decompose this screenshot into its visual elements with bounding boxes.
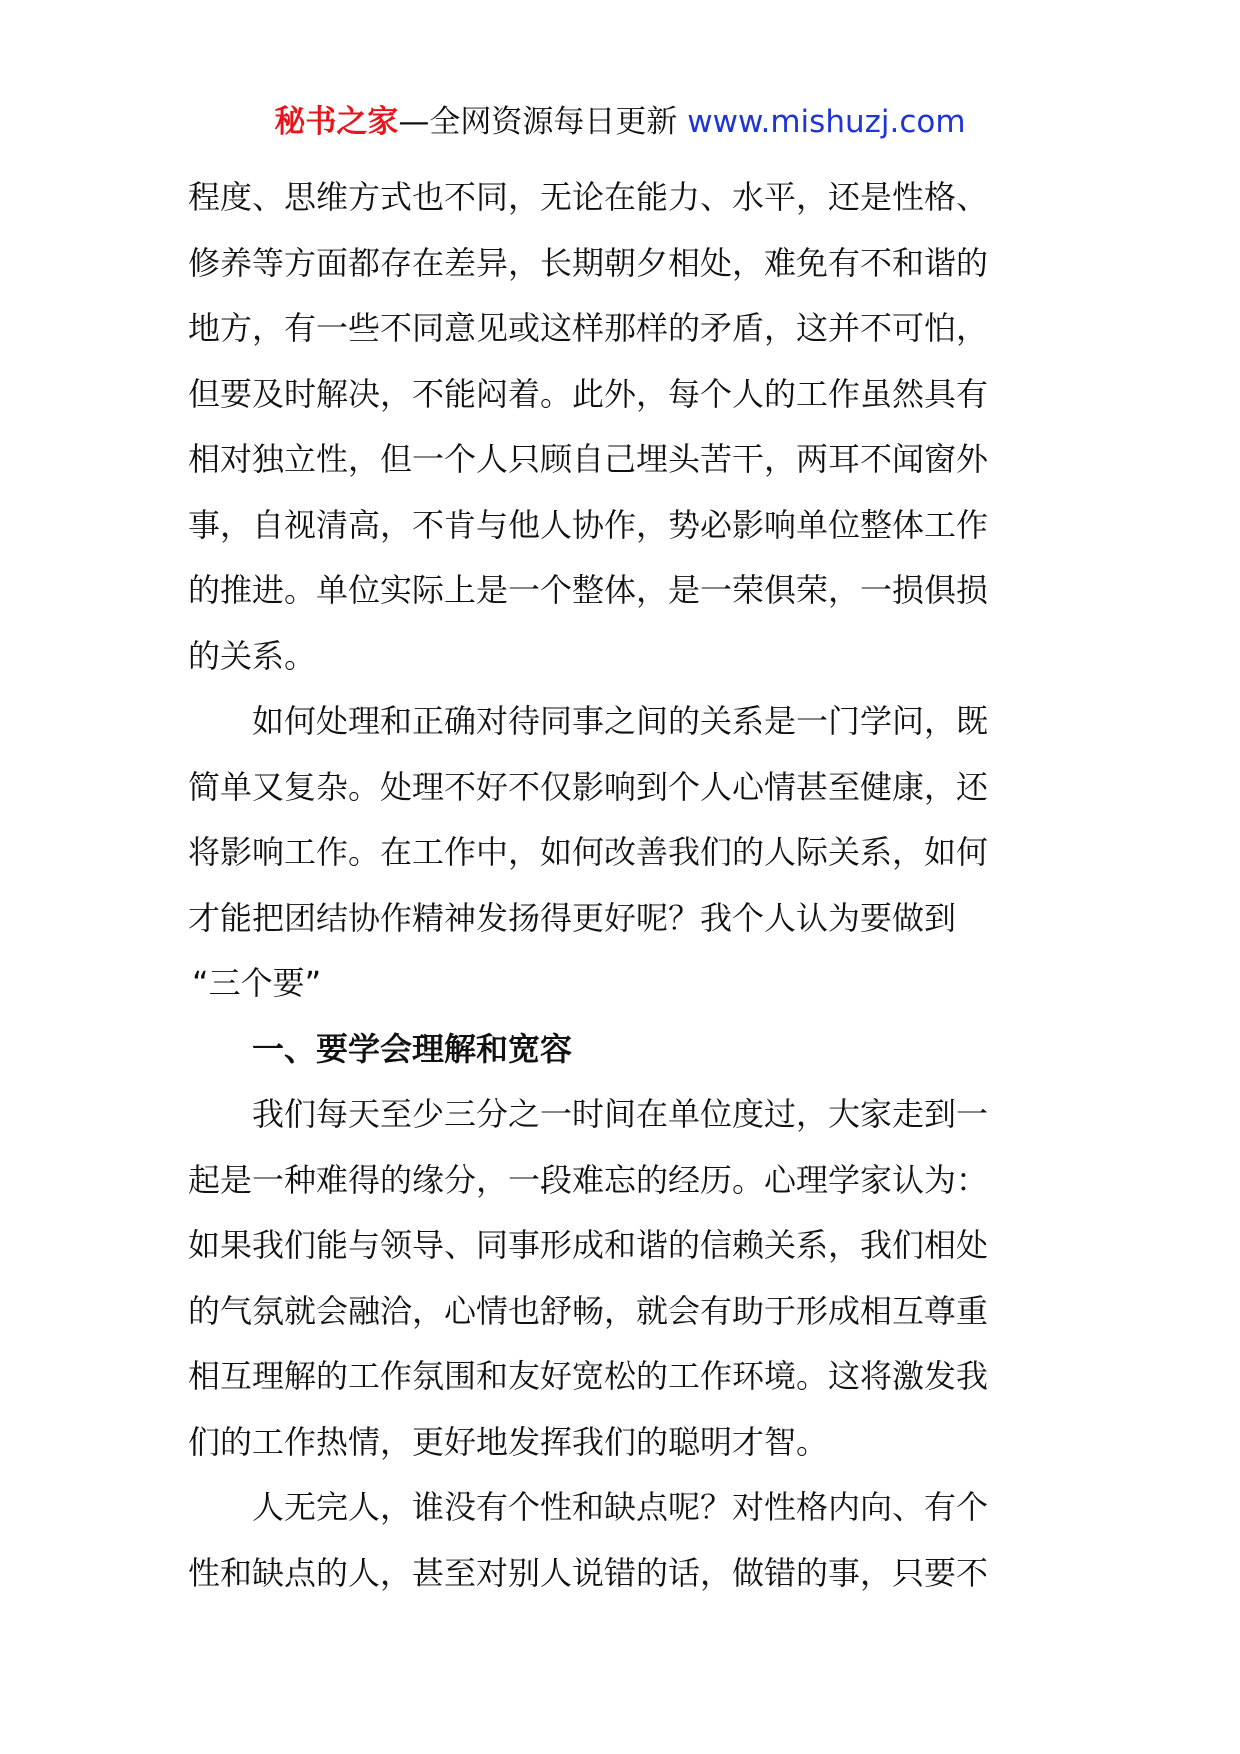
text-line: 相互理解的工作氛围和友好宽松的工作环境。这将激发我	[188, 1357, 989, 1395]
text-line: 的关系。	[188, 636, 317, 675]
header-slogan: —全网资源每日更新	[398, 104, 678, 140]
text-line: 地方，有一些不同意见或这样那样的矛盾，这并不可怕，	[188, 309, 989, 347]
text-line: 的气氛就会融洽，心情也舒畅，就会有助于形成相互尊重	[188, 1291, 989, 1330]
text-line: “三个要”	[192, 964, 322, 1002]
document-body	[188, 165, 1058, 1606]
text-line: 性和缺点的人，甚至对别人说错的话，做错的事，只要不	[188, 1553, 989, 1592]
text-line: 相对独立性，但一个人只顾自己埋头苦干，两耳不闻窗外	[188, 440, 989, 478]
text-line: 才能把团结协作精神发扬得更好呢？我个人认为要做到	[188, 898, 957, 937]
paragraph-start-line: 如何处理和正确对待同事之间的关系是一门学问，既	[252, 702, 989, 740]
site-url[interactable]: www.mishuzj.com	[687, 104, 966, 140]
brand-name: 秘书之家	[274, 104, 399, 140]
text-line: 修养等方面都存在差异，长期朝夕相处，难免有不和谐的	[188, 243, 989, 282]
text-line: 如果我们能与领导、同事形成和谐的信赖关系，我们相处	[188, 1226, 989, 1264]
text-line: 简单又复杂。处理不好不仅影响到个人心情甚至健康，还	[188, 767, 989, 806]
text-line: 将影响工作。在工作中，如何改善我们的人际关系，如何	[188, 833, 989, 871]
text-line: 的推进。单位实际上是一个整体，是一荣俱荣，一损俱损	[188, 571, 989, 609]
paragraph-start-line: 人无完人，谁没有个性和缺点呢？对性格内向、有个	[252, 1488, 989, 1526]
section-heading: 一、要学会理解和宽容	[252, 1029, 573, 1068]
text-line: 程度、思维方式也不同，无论在能力、水平，还是性格、	[188, 178, 989, 216]
text-line: 起是一种难得的缘分，一段难忘的经历。心理学家认为：	[188, 1160, 989, 1199]
paragraph-start-line: 我们每天至少三分之一时间在单位度过，大家走到一	[252, 1095, 989, 1133]
text-line: 事，自视清高，不肯与他人协作，势必影响单位整体工作	[188, 505, 989, 544]
text-line: 但要及时解决，不能闷着。此外，每个人的工作虽然具有	[188, 374, 989, 413]
document-header	[0, 100, 1240, 144]
text-line: 们的工作热情，更好地发挥我们的聪明才智。	[188, 1422, 829, 1461]
